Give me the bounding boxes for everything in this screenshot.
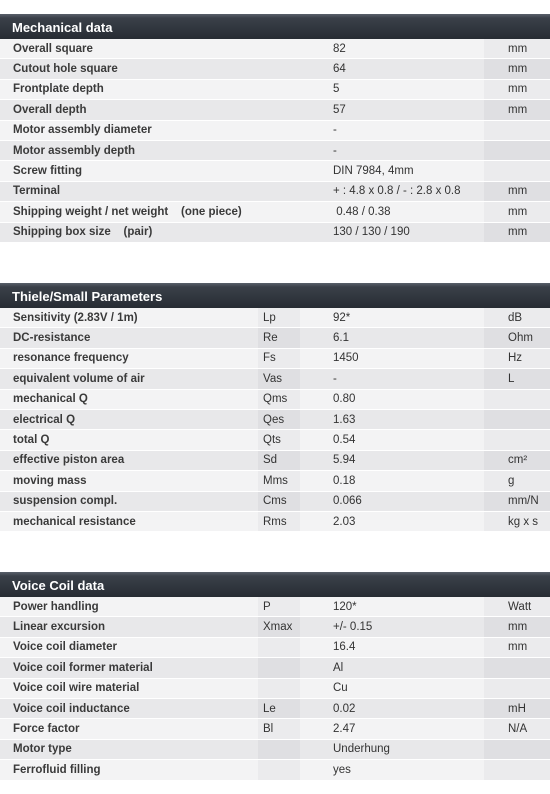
param-label: Force factor [13, 723, 80, 736]
param-value: 0.48 / 0.38 [333, 205, 391, 218]
param-symbol: Qes [258, 410, 300, 429]
thiele-small-section [0, 283, 550, 532]
param-label: Power handling [13, 600, 99, 613]
param-label: Frontplate depth [13, 83, 104, 96]
table-row [0, 471, 550, 491]
param-label: resonance frequency [13, 352, 129, 365]
param-label: moving mass [13, 474, 87, 487]
table-row [0, 202, 550, 222]
table-row [0, 492, 550, 512]
table-row [0, 349, 550, 369]
param-unit [484, 740, 550, 759]
param-unit: mm [484, 617, 550, 636]
table-row [0, 121, 550, 141]
param-unit: mm [484, 182, 550, 201]
param-symbol [258, 658, 300, 677]
param-label: Terminal [13, 185, 61, 198]
table-row [0, 679, 550, 699]
param-unit: mm [484, 39, 550, 58]
param-symbol: P [258, 597, 300, 616]
param-label: Motor assembly diameter [13, 124, 152, 137]
param-symbol: Le [258, 699, 300, 718]
param-value: Underhung [333, 743, 390, 756]
table-row [0, 760, 550, 780]
param-label: Motor assembly depth [13, 144, 136, 157]
param-unit [484, 121, 550, 140]
param-label: Shipping weight / net weight (one piece) [13, 205, 242, 218]
param-unit: g [484, 471, 550, 490]
table-row [0, 223, 550, 243]
param-symbol: Bl [258, 719, 300, 738]
param-unit [484, 430, 550, 449]
param-value: 0.54 [333, 434, 356, 447]
table-row [0, 430, 550, 450]
param-unit: mm [484, 202, 550, 221]
param-value: 120* [333, 600, 357, 613]
param-symbol: Sd [258, 451, 300, 470]
param-unit: L [484, 369, 550, 388]
param-value: +/- 0.15 [333, 621, 373, 634]
param-value: 0.18 [333, 474, 356, 487]
param-value: 1450 [333, 352, 359, 365]
param-unit: N/A [484, 719, 550, 738]
param-symbol: Re [258, 328, 300, 347]
param-unit: Watt [484, 597, 550, 616]
spec-table [0, 39, 550, 243]
param-label: Shipping box size (pair) [13, 226, 153, 239]
param-symbol: Cms [258, 492, 300, 511]
table-row [0, 182, 550, 202]
param-label: Overall square [13, 42, 93, 55]
param-unit: mm [484, 100, 550, 119]
param-value: 0.80 [333, 393, 356, 406]
param-value: 1.63 [333, 413, 356, 426]
param-value: 2.03 [333, 515, 356, 528]
table-row [0, 658, 550, 678]
param-value: 5 [333, 83, 340, 96]
table-row [0, 410, 550, 430]
param-value: 130 / 130 / 190 [333, 226, 410, 239]
table-row [0, 369, 550, 389]
param-unit: kg x s [484, 512, 550, 531]
param-symbol [258, 638, 300, 657]
table-row [0, 597, 550, 617]
param-label: Ferrofluid filling [13, 763, 101, 776]
section-title: Mechanical data [0, 14, 550, 39]
param-symbol [258, 740, 300, 759]
param-symbol: Rms [258, 512, 300, 531]
param-unit [484, 410, 550, 429]
param-symbol [258, 760, 300, 779]
param-value: 92* [333, 311, 351, 324]
param-symbol: Xmax [258, 617, 300, 636]
table-row [0, 80, 550, 100]
param-label: Voice coil diameter [13, 641, 117, 654]
param-unit: mm/N [484, 492, 550, 511]
param-value: 6.1 [333, 332, 349, 345]
param-label: Voice coil former material [13, 661, 153, 674]
param-label: mechanical Q [13, 393, 88, 406]
param-label: Cutout hole square [13, 63, 118, 76]
table-row [0, 59, 550, 79]
param-label: Motor type [13, 743, 72, 756]
param-value: - [333, 144, 337, 157]
table-row [0, 617, 550, 637]
table-row [0, 699, 550, 719]
table-row [0, 100, 550, 120]
param-symbol [258, 679, 300, 698]
param-value: Al [333, 661, 344, 674]
table-row [0, 328, 550, 348]
param-unit [484, 161, 550, 180]
table-row [0, 390, 550, 410]
table-row [0, 141, 550, 161]
param-label: Voice coil inductance [13, 702, 130, 715]
param-unit: mm [484, 80, 550, 99]
param-unit: mm [484, 223, 550, 242]
param-label: Sensitivity (2.83V / 1m) [13, 311, 138, 324]
table-row [0, 719, 550, 739]
param-unit: dB [484, 308, 550, 327]
table-row [0, 308, 550, 328]
param-unit: cm² [484, 451, 550, 470]
param-label: Linear excursion [13, 621, 106, 634]
param-unit: Ohm [484, 328, 550, 347]
param-value: yes [333, 763, 351, 776]
param-symbol: Fs [258, 349, 300, 368]
param-value: 0.066 [333, 495, 362, 508]
param-label: total Q [13, 434, 50, 447]
param-symbol: Mms [258, 471, 300, 490]
param-symbol: Qts [258, 430, 300, 449]
spec-table [0, 308, 550, 532]
param-unit [484, 390, 550, 409]
spec-table [0, 597, 550, 781]
section-title: Voice Coil data [0, 572, 550, 597]
voice-coil-section [0, 572, 550, 781]
param-label: Overall depth [13, 103, 87, 116]
param-symbol: Qms [258, 390, 300, 409]
param-label: mechanical resistance [13, 515, 136, 528]
param-unit [484, 658, 550, 677]
param-label: effective piston area [13, 454, 125, 467]
param-value: 0.02 [333, 702, 356, 715]
param-value: 64 [333, 63, 346, 76]
param-unit [484, 141, 550, 160]
param-value: 82 [333, 42, 346, 55]
param-unit: mH [484, 699, 550, 718]
table-row [0, 740, 550, 760]
param-value: 2.47 [333, 723, 356, 736]
mechanical-data-section [0, 14, 550, 243]
param-value: Cu [333, 682, 348, 695]
section-title: Thiele/Small Parameters [0, 283, 550, 308]
param-value: - [333, 372, 337, 385]
table-row [0, 512, 550, 532]
param-value: DIN 7984, 4mm [333, 165, 414, 178]
param-unit [484, 679, 550, 698]
table-row [0, 39, 550, 59]
param-symbol: Vas [258, 369, 300, 388]
param-unit: mm [484, 59, 550, 78]
param-label: DC-resistance [13, 332, 91, 345]
param-label: suspension compl. [13, 495, 118, 508]
param-value: 5.94 [333, 454, 356, 467]
param-label: equivalent volume of air [13, 372, 145, 385]
param-value: 16.4 [333, 641, 356, 654]
table-row [0, 638, 550, 658]
param-label: electrical Q [13, 413, 76, 426]
param-value: + : 4.8 x 0.8 / - : 2.8 x 0.8 [333, 185, 461, 198]
param-value: - [333, 124, 337, 137]
param-symbol: Lp [258, 308, 300, 327]
table-row [0, 451, 550, 471]
table-row [0, 161, 550, 181]
param-unit: Hz [484, 349, 550, 368]
param-label: Screw fitting [13, 165, 83, 178]
param-label: Voice coil wire material [13, 682, 140, 695]
param-unit: mm [484, 638, 550, 657]
param-value: 57 [333, 103, 346, 116]
param-unit [484, 760, 550, 779]
